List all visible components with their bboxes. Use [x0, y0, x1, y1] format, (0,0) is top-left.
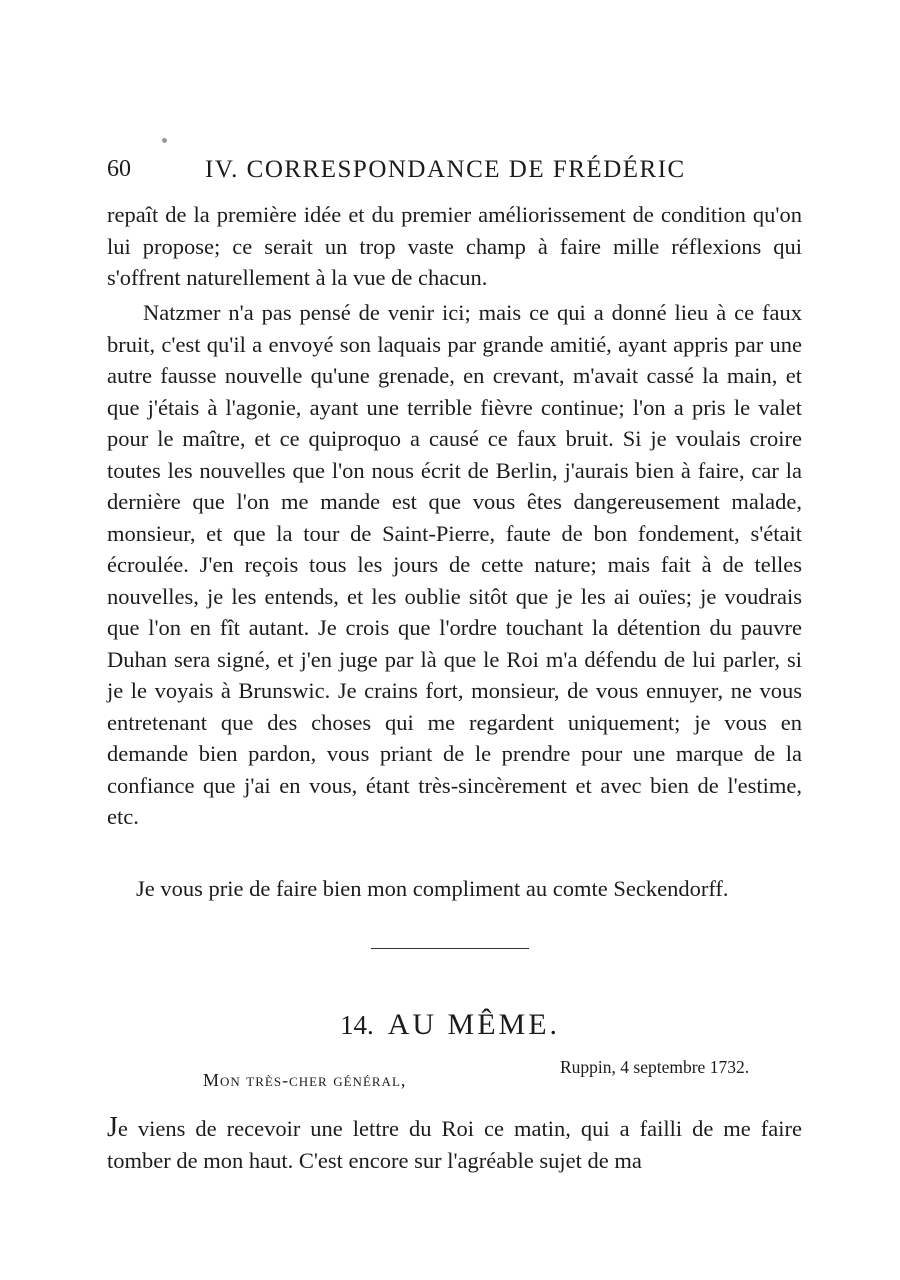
opening-initial: J — [107, 1112, 118, 1143]
ink-speck — [162, 138, 167, 143]
place-date: Ruppin, 4 septembre 1732. — [560, 1057, 750, 1077]
section-divider — [371, 948, 529, 949]
letter-number: 14. — [339, 1010, 374, 1040]
letter-title: AU MÊME. — [387, 1008, 561, 1041]
opening-text: e viens de recevoir une lettre du Roi ce matin, qui a failli de me faire tomber de mon haut. C'est encore sur l'agréable sujet de ma — [107, 1116, 802, 1173]
salutation: Mon très-cher général, — [203, 1070, 407, 1090]
postscript: Je vous prie de faire bien mon compliment au comte Seckendorff. — [136, 876, 729, 901]
paragraph: repaît de la première idée et du premier améliorissement de condition qu'on lui propose; ce serait un trop vaste champ à faire mille réflexions qui s'offrent naturellement à la vue de chacun. — [107, 202, 802, 290]
opening-paragraph — [107, 1112, 802, 1176]
paragraph: Natzmer n'a pas pensé de venir ici; mais ce qui a donné lieu à ce faux bruit, c'est qu'il a envoyé son laquais par grande amitié, ayant appris par une autre fausse nouvelle qu'une grenade, en crevant, m'avait cassé la main, et que j'étais à l'agonie, ayant une terrible fièvre continue; l'on a pris le valet pour le maître, et ce quiproquo a causé ce faux bruit. Si je voulais croire toutes les nouvelles que l'on nous écrit de Berlin, j'aurais bien à faire, car la dernière que l'on me mande est que vous êtes dangereusement malade, monsieur, et que la tour de Saint-Pierre, faute de bon fondement, s'était écroulée. J'en reçois tous les jours de cette nature; mais fait à de telles nouvelles, je les entends, et les oublie sitôt que je les ai ouïes; je voudrais que l'on en fît autant. Je crois que l'ordre touchant la détention du pauvre Duhan sera signé, et j'en juge par là que le Roi m'a défendu de lui parler, si je le voyais à Brunswic. Je crains fort, monsieur, de vous ennuyer, ne vous entretenant que des choses qui me regardent uniquement; je vous en demande bien pardon, vous priant de le prendre pour une marque de la confiance que j'ai en vous, étant très-sincèrement et avec bien de l'estime, etc. — [107, 300, 802, 829]
page-number: 60 — [107, 156, 131, 182]
letter-opening-block — [107, 1112, 802, 1176]
running-head — [107, 152, 807, 192]
letter-heading — [0, 1008, 900, 1042]
running-title: IV. CORRESPONDANCE DE FRÉDÉRIC — [205, 156, 686, 183]
main-paragraph-block — [107, 297, 802, 833]
continued-paragraph-block — [107, 199, 802, 294]
